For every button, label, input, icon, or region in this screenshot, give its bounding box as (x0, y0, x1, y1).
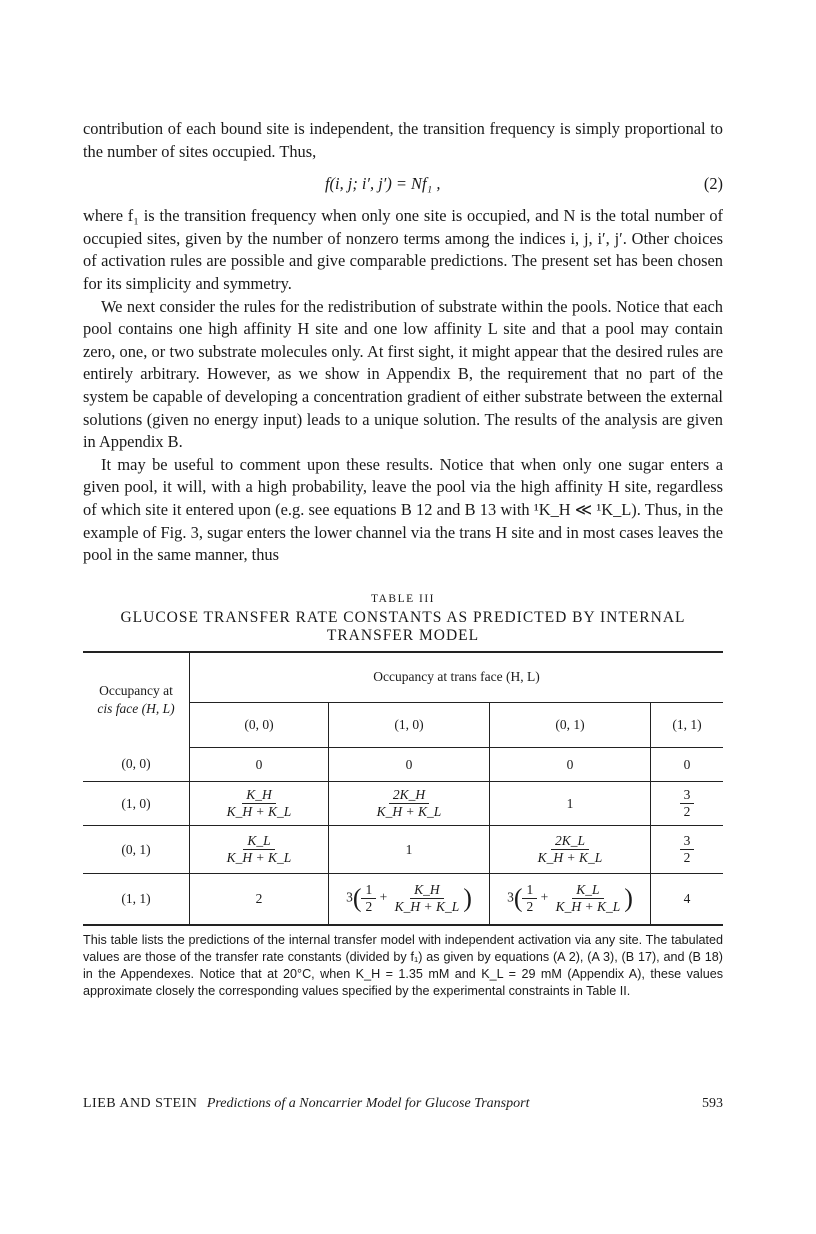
row-label: (0, 1) (83, 826, 190, 874)
fraction: $\frac{1}{2}$ (522, 882, 537, 915)
header-trans: Occupancy at trans face (H, L) (190, 653, 724, 702)
table-cell: 2 (190, 874, 329, 924)
col-header: (0, 0) (190, 702, 329, 748)
paragraph-2: where f₁ is the transition frequency when only one site is occupied, and N is the total number of occupied sites, given by the number of nonzero terms among the indices i, j, i′, j′. Other choices of activation rules are possible and give comparable predictions. The present set has been chosen for its simplicity and symmetry. (83, 206, 723, 293)
table-cell: 4 (683, 890, 691, 906)
table-label: TABLE III (371, 592, 435, 605)
table-row (83, 782, 723, 826)
table-cell: 1 (329, 826, 490, 874)
row-label: (1, 0) (83, 782, 190, 826)
table-row (83, 748, 723, 782)
fraction: $\frac{K\_L}{K\_H + K\_L}$ (226, 833, 292, 866)
table-caption: This table lists the predictions of the internal transfer model with independent activation via any site. The tabulated values are those of the transfer rate constants (divided by f₁) as given by equations (A 2), (A 3), (B 17), and (B 18) in the Appendexes. Notice that at 20°C, when K_H = 1.35 mM and K_L = 29 mM (Appendix A), these values approximate closely the corresponding values specified by the experimental constraints in Table II. (83, 932, 723, 998)
table-cell: 0 (651, 748, 724, 782)
table-cell: 3( $\frac{1}{2}$ + $\frac{K\_L}{K\_H + K\_L}$ ) (490, 874, 651, 924)
table-cell: 3( $\frac{1}{2}$ + $\frac{K\_H}{K\_H + K\_L}$ ) (329, 874, 490, 924)
header-cis: Occupancy at cis face (H, L) (83, 653, 190, 748)
table-row (83, 874, 723, 924)
table-cell (190, 782, 329, 826)
fraction: $\frac{K\_H}{K\_H + K\_L}$ (226, 787, 292, 820)
paragraph-4: It may be useful to comment upon these results. Notice that when only one sugar enters a given pool, it will, with a high probability, leave the pool via the high affinity H site, regardless of which site it entered upon (e.g. see equations B 12 and B 13 with ¹K_H ≪ ¹K_L). Thus, in the example of Fig. 3, sugar enters the lower channel via the trans H site and in most cases leaves the pool in the same manner, thus (83, 454, 723, 565)
table-cell: 0 (329, 748, 490, 782)
table-cell (490, 826, 651, 874)
table-cell (329, 782, 490, 826)
fraction: $\frac{3}{2}$ (680, 787, 695, 820)
table-cell (651, 782, 724, 826)
equation-2 (83, 169, 723, 199)
col-header: (0, 1) (490, 702, 651, 748)
table-cell: 1 (490, 782, 651, 826)
running-authors: LIEB AND STEIN (83, 1096, 198, 1111)
fraction: $\frac{3}{2}$ (680, 833, 695, 866)
col-header: (1, 0) (329, 702, 490, 748)
fraction: $\frac{2K\_H}{K\_H + K\_L}$ (376, 787, 442, 820)
page-footer (83, 1096, 723, 1112)
equation-text: f(i, j; i′, j′) = Nf₁ , (325, 174, 441, 194)
table-cell (651, 826, 724, 874)
fraction: $\frac{1}{2}$ (361, 882, 376, 915)
running-title: Predictions of a Noncarrier Model for Glucose Transport (206, 1096, 530, 1111)
paragraph-1: contribution of each bound site is independent, the transition frequency is simply proportional to the number of sites occupied. Thus, (83, 119, 723, 161)
fraction: $\frac{K\_L}{K\_H + K\_L}$ (555, 882, 621, 915)
table-row (83, 826, 723, 874)
page-content (83, 118, 723, 1000)
table-cell: 0 (190, 748, 329, 782)
table-cell: 0 (490, 748, 651, 782)
table-iii (83, 651, 723, 926)
fraction: $\frac{K\_H}{K\_H + K\_L}$ (394, 882, 460, 915)
table-cell (190, 826, 329, 874)
fraction: $\frac{2K\_L}{K\_H + K\_L}$ (537, 833, 603, 866)
paragraph-3: We next consider the rules for the redistribution of substrate within the pools. Notice that each pool contains one high affinity H site and one low affinity L site and that a pool may contain zero, one, or two substrate molecules only. At first sight, it might appear that the desired rules are entirely arbitrary. However, as we show in Appendix B, the requirement that no part of the system be capable of developing a concentration gradient of either substrate between the external solutions (given no energy input) leads to a unique solution. The results of the analysis are given in Appendix B. (83, 296, 723, 452)
col-header: (1, 1) (651, 702, 724, 748)
table-title: GLUCOSE TRANSFER RATE CONSTANTS AS PREDICTED BY INTERNAL TRANSFER MODEL (120, 608, 686, 644)
page-number: 593 (702, 1096, 723, 1111)
row-label: (0, 0) (83, 748, 190, 782)
row-label: (1, 1) (83, 874, 190, 924)
equation-number: (2) (703, 174, 723, 194)
